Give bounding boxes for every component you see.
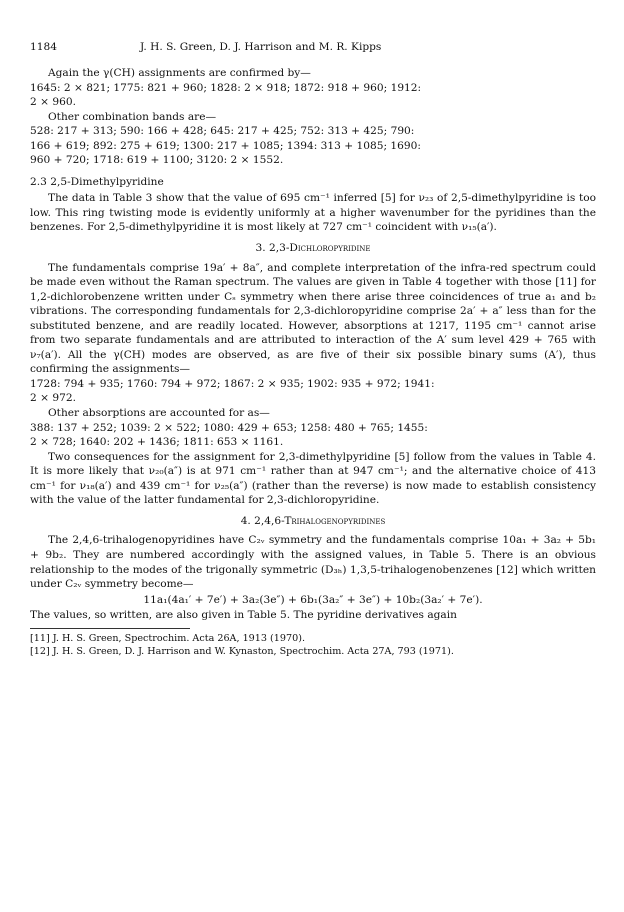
other-absorptions-intro: Other absorptions are accounted for as— bbox=[48, 407, 270, 420]
page-number: 1184 bbox=[30, 41, 57, 53]
assignment-line: 1645: 2 × 821; 1775: 821 + 960; 1828: 2 × 918; 1872: 918 + 960; 1912: bbox=[30, 81, 422, 94]
journal-page bbox=[30, 40, 596, 658]
footnote-rule bbox=[30, 628, 190, 629]
dimethylpyridine-paragraph: The data in Table 3 show that the value of 695 cm⁻¹ inferred [5] for ν₂₃ of 2,5-dimethylpyridine is too low. This ring twisting mode is evidently uniformly at a higher wavenumber for the pyridines than the benzenes. For 2,5-dimethylpyridine it is most likely at 727 cm⁻¹ coincident with ν₁₅(a′). bbox=[30, 192, 596, 234]
section-heading-dichloropyridine: 3. 2,3-Dichloropyridine bbox=[255, 242, 371, 255]
section-heading-trihalogenopyridines: 4. 2,4,6-Trihalogenopyridines bbox=[240, 514, 386, 527]
running-head-authors: J. H. S. Green, D. J. Harrison and M. R. Kipps bbox=[140, 41, 382, 53]
combination-line: 960 + 720; 1718: 619 + 1100; 3120: 2 × 1552. bbox=[30, 154, 284, 167]
assignment-line: 2 × 972. bbox=[30, 392, 76, 405]
references bbox=[30, 632, 596, 658]
running-header bbox=[30, 40, 596, 56]
combination-line: 166 + 619; 892: 275 + 619; 1300: 217 + 1085; 1394: 313 + 1085; 1690: bbox=[30, 139, 421, 152]
absorption-line: 388: 137 + 252; 1039: 2 × 522; 1080: 429 + 653; 1258: 480 + 765; 1455: bbox=[30, 421, 428, 434]
combination-line: 528: 217 + 313; 590: 166 + 428; 645: 217 + 425; 752: 313 + 425; 790: bbox=[30, 125, 415, 138]
consequences-paragraph: Two consequences for the assignment for 2,3-dimethylpyridine [5] follow from the values in Table 4. It is more likely that ν₂₀(a″) is at 971 cm⁻¹ rather than at 947 cm⁻¹; and the alternative choice of 413 cm⁻¹ for ν₁₈(a′) and 439 cm⁻¹ for ν₂₅(a″) (rather than the reverse) is now made to establish consistency with the value of the latter fundamental for 2,3-dichloropyridine. bbox=[30, 450, 596, 507]
dichloropyridine-paragraph: The fundamentals comprise 19a′ + 8a″, and complete interpretation of the infra-red spectrum could be made even without the Raman spectrum. The values are given in Table 4 together with those [11] for 1,2-dichlorobenzene written under Cₛ symmetry when there arise three coincidences of true a₁ and b₂ vibrations. The corresponding fundamentals for 2,3-dichloropyridine comprise 2a′ + a″ less than for the substituted benzene, and are readily located. However, absorptions at 1217, 1195 cm⁻¹ cannot arise from two separate fundamentals and are attributed to interaction of the A′ sum level 429 + 765 with ν₇(a′). All the γ(CH) modes are observed, as are five of their six possible binary sums (A′), thus confirming the assignments— bbox=[30, 261, 596, 376]
reference-item: [11] J. H. S. Green, Spectrochim. Acta 26A, 1913 (1970). bbox=[30, 632, 305, 644]
trihalogenopyridines-paragraph: The 2,4,6-trihalogenopyridines have C₂ᵥ symmetry and the fundamentals comprise 10a₁ + 3a₂ + 5b₁ + 9b₂. They are numbered accordingly with the assigned values, in Table 5. There is an obvious relationship to the modes of the trigonally symmetric (D₃ₕ) 1,3,5-trihalogenobenzenes [12] which written under C₂ᵥ symmetry become— bbox=[30, 534, 596, 591]
assignment-line: 2 × 960. bbox=[30, 96, 76, 109]
symmetry-equation: 11a₁(4a₁′ + 7e′) + 3a₂(3e″) + 6b₁(3a₂″ + 3e″) + 10b₂(3a₂′ + 7e′). bbox=[143, 593, 483, 606]
combination-intro: Other combination bands are— bbox=[48, 110, 217, 123]
reference-item: [12] J. H. S. Green, D. J. Harrison and W. Kynaston, Spectrochim. Acta 27A, 793 (1971). bbox=[30, 645, 454, 657]
assignment-line: 1728: 794 + 935; 1760: 794 + 972; 1867: 2 × 935; 1902: 935 + 972; 1941: bbox=[30, 377, 435, 390]
gamma-ch-intro: Again the γ(CH) assignments are confirmed by— bbox=[48, 67, 311, 79]
continuation-paragraph: The values, so written, are also given in Table 5. The pyridine derivatives again bbox=[30, 609, 457, 622]
absorption-line: 2 × 728; 1640: 202 + 1436; 1811: 653 × 1161. bbox=[30, 436, 284, 449]
subsection-heading: 2.3 2,5-Dimethylpyridine bbox=[30, 175, 164, 188]
